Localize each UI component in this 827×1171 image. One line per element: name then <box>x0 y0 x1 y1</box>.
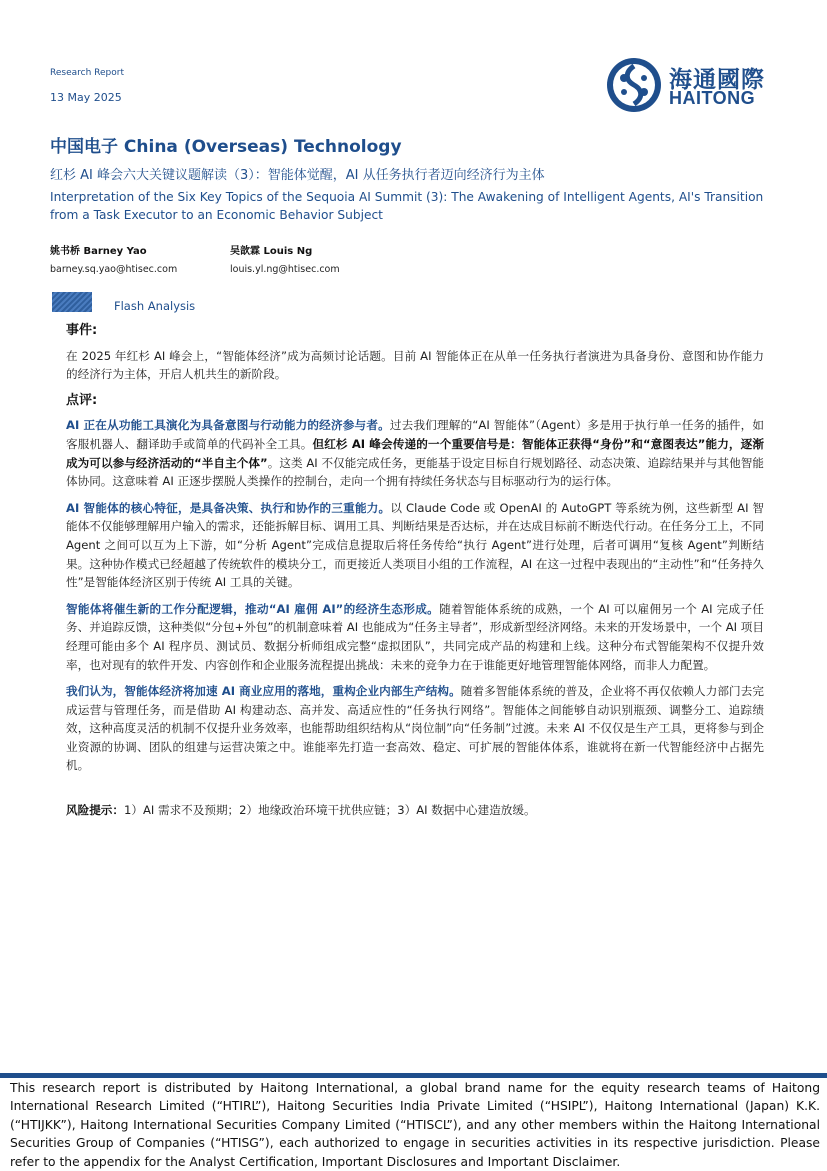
sector-title: 中国电子 China (Overseas) Technology <box>50 137 402 157</box>
haitong-logo <box>605 55 770 115</box>
haitong-emblem-icon <box>605 56 663 114</box>
footer-divider <box>0 1073 827 1078</box>
paragraph-lead: 智能体将催生新的工作分配逻辑，推动“AI 雇佣 AI”的经济生态形成。 <box>66 601 440 616</box>
paragraph-text: 随着智能体系统的成熟，一个 AI 可以雇佣另一个 AI 完成子任务、并追踪反馈，这种类似“分包+外包”的机制意味着 AI 也能成为“任务主导者”，形成新型经济网络。未来的开发场景中，一个 AI 项目经理可能由多个 AI 程序员、测试员、数据分析师组成完整“虚拟团队”，共同完成产品的构建和上线。这种分布式智能架构不仅提升效率，也对现有的软件开发、内容创作和企业服务流程提出挑战：未来的竞争力在于谁能更好地管理智能体网络，而非人力配置。 <box>66 601 764 672</box>
paragraph-lead: AI 智能体的核心特征，是具备决策、执行和协作的三重能力。 <box>66 500 391 515</box>
analyst-card <box>230 242 340 275</box>
comment-paragraph <box>66 499 764 592</box>
paragraph-lead: 我们认为，智能体经济将加速 AI 商业应用的落地，重构企业内部生产结构。 <box>66 684 461 699</box>
risk-warning <box>66 801 764 820</box>
risk-text: 1）AI 需求不及预期；2）地缘政治环境干扰供应链；3）AI 数据中心建造放缓。 <box>123 803 536 818</box>
logo-english-text: HAITONG <box>669 88 756 108</box>
analyst-email[interactable]: louis.yl.ng@htisec.com <box>230 264 340 275</box>
analyst-name: 吴歆霖 Louis Ng <box>230 246 313 257</box>
footer-disclaimer: This research report is distributed by Haitong International, a global brand name for the equity research teams of Haitong International Research Limited (“HTIRL”), Haitong Securities India Private Limited (“HSIPL”), Haitong International (Japan) K.K. (“HTIJKK”), Haitong International Securities Company Limited (“HTISCL”), and any other members within the Haitong International Securities Group of Companies (“HTISG”), each authorized to engage in securities activities in its respective jurisdiction. Please refer to the appendix for the Analyst Certification, Important Disclosures and Important Disclaimer. <box>10 1081 820 1169</box>
event-heading: 事件: <box>66 323 98 338</box>
flash-analysis-marker <box>52 292 92 312</box>
paragraph-text: 随着多智能体系统的普及，企业将不再仅依赖人力部门去完成运营与管理任务，而是借助 AI 构建动态、高并发、高适应性的“任务执行网络”。智能体之间能够自动识别瓶颈、调整分工、追踪绩效，这种高度灵活的机制不仅提升业务效率，也能帮助组织结构从“岗位制”向“任务制”过渡。未来 AI 不仅仅是生产工具，更将参与到企业资源的协调、团队的组建与运营决策之中。谁能率先打造一套高效、稳定、可扩展的智能体体系，谁就将在新一代智能经济中占据先机。 <box>66 684 764 773</box>
paragraph-text: 以 Claude Code 或 OpenAI 的 AutoGPT 等系统为例，这些新型 AI 智能体不仅能够理解用户输入的需求，还能拆解目标、调用工具、判断结果是否达标，并在达成目标前不断迭代行动。在任务分工上，不同 Agent 之间可以互为上下游，如“分析 Agent”完成信息提取后将任务传给“执行 Agent”进行处理，后者可调用“复核 Agent”判断结果。这种协作模式已经超越了传统软件的模块分工，而更接近人类项目小组的工作流程，AI 在这一过程中表现出的“主动性”和“任务持久性”是智能体经济区别于传统 AI 工具的关键。 <box>66 500 764 590</box>
flash-analysis-label: Flash Analysis <box>114 299 196 313</box>
comment-paragraph <box>66 682 764 775</box>
comment-heading: 点评: <box>66 392 98 408</box>
analyst-card <box>50 242 177 275</box>
comment-paragraph <box>66 600 764 674</box>
report-title-chinese: 红杉 AI 峰会六大关键议题解读（3）：智能体觉醒，AI 从任务执行者迈向经济行为主体 <box>50 168 545 183</box>
paragraph-text: 过去我们理解的“AI 智能体”（Agent）多是用于执行单一任务的插件，如客服机器人、翻译助手或简单的代码补全工具。 <box>66 418 764 451</box>
event-paragraph: 在 2025 年红杉 AI 峰会上，“智能体经济”成为高频讨论话题。目前 AI 智能体正在从单一任务执行者演进为具备身份、意图和协作能力的经济行为主体，开启人机共生的新阶段。 <box>66 348 764 382</box>
logo-chinese-text: 海通國際 <box>669 67 765 93</box>
report-body <box>66 322 764 828</box>
report-title-english: Interpretation of the Six Key Topics of the Sequoia AI Summit (3): The Awakening of Intelligent Agents, AI's Transition from a Task Executor to an Economic Behavior Subject <box>50 190 764 222</box>
report-type-label: Research Report <box>50 68 124 78</box>
risk-label: 风险提示： <box>66 803 124 818</box>
report-date: 13 May 2025 <box>50 91 122 104</box>
comment-paragraph <box>66 416 764 490</box>
analyst-email[interactable]: barney.sq.yao@htisec.com <box>50 264 178 275</box>
paragraph-text: 。这类 AI 不仅能完成任务，更能基于设定目标自行规划路径、动态决策、追踪结果并与其他智能体协同。这意味着 AI 正逐步摆脱人类操作的控制台，走向一个拥有持续任务状态与目标驱动行为的运行体。 <box>66 455 764 489</box>
paragraph-lead: AI 正在从功能工具演化为具备意图与行动能力的经济参与者。 <box>66 418 390 433</box>
analyst-name: 姚书桥 Barney Yao <box>50 246 147 257</box>
paragraph-bold: 但红杉 AI 峰会传递的一个重要信号是：智能体正获得“身份”和“意图表达”能力，逐渐成为可以参与经济活动的“半自主个体” <box>66 436 764 470</box>
